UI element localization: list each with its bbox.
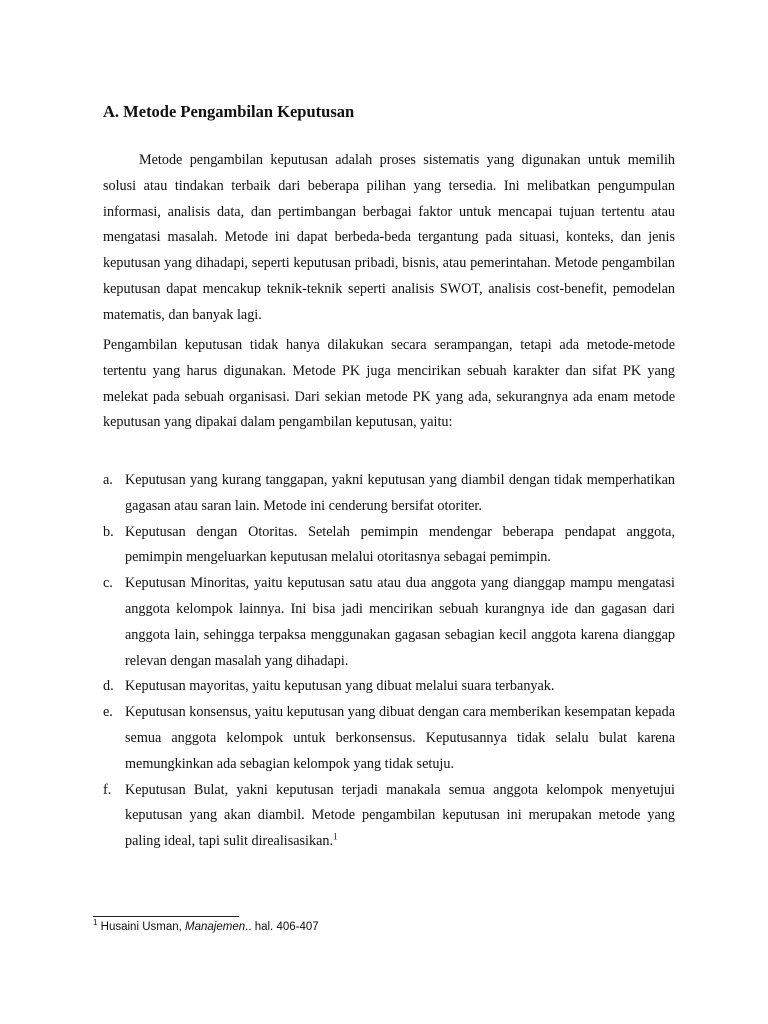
list-marker: a. [103,472,113,488]
list-item-text: Keputusan Minoritas, yaitu keputusan satu atau dua anggota yang dianggap mampu mengatasi anggota kelompok lainnya. Ini bisa jadi mencirikan sebuah kurangnya ide dan gagasan dari anggota lain, sehingga terpaksa menggunakan gagasan sebagian kecil anggota karena dianggap relevan dengan masalah yang dihadapi. [125,575,675,669]
list-item-text: Keputusan konsensus, yaitu keputusan yang dibuat dengan cara memberikan kesempatan kepada semua anggota kelompok untuk berkonsensus. Keputusannya tidak selalu bulat karena memungkinkan ada sebagian kelompok yang tidak setuju. [125,704,675,772]
list-item-text: Keputusan mayoritas, yaitu keputusan yang dibuat melalui suara terbanyak. [125,678,555,695]
list-item-text: Keputusan dengan Otoritas. Setelah pemimpin mendengar beberapa pendapat anggota, pemimpin mengeluarkan keputusan melalui otoritasnya sebagai pemimpin. [125,523,675,566]
list-item-text: Keputusan Bulat, yakni keputusan terjadi manakala semua anggota kelompok menyetujui keputusan yang akan diambil. Metode pengambilan keputusan ini merupakan metode yang paling ideal, tapi sulit direalisasikan. [125,781,675,850]
paragraph-intro: Metode pengambilan keputusan adalah proses sistematis yang digunakan untuk memilih solusi atau tindakan terbaik dari beberapa pilihan yang tersedia. Ini melibatkan pengumpulan informasi, analisis data, dan pertimbangan berbagai faktor untuk mencapai tujuan tertentu atau mengatasi masalah. Metode ini dapat berbeda-beda tergantung pada situasi, konteks, dan jenis keputusan yang dihadapi, seperti keputusan pribadi, bisnis, atau pemerintahan. Metode pengambilan keputusan dapat mencakup teknik-teknik seperti analisis SWOT, analisis cost-benefit, pemodelan matematis, dan banyak lagi. [103,152,675,323]
footnote-number: 1 [93,918,98,928]
list-item [103,674,675,700]
list-item [103,468,675,520]
list-item [103,700,675,777]
list-marker: d. [103,678,114,695]
list-item [103,778,675,855]
list-item [103,520,675,572]
method-list [103,468,675,855]
list-marker: b. [103,523,114,540]
list-item-text: Keputusan yang kurang tanggapan, yakni keputusan yang diambil dengan tidak memperhatikan gagasan atau saran lain. Metode ini cenderung bersifat otoriter. [125,472,675,514]
footnote [93,918,319,933]
footnote-author: Husaini Usman, [100,921,186,933]
list-marker: c. [103,575,113,592]
list-marker: e. [103,704,113,721]
footnote-title: Manajemen [185,921,246,933]
footnote-reference[interactable]: 1 [333,831,338,842]
footnote-pages: .. hal. 406-407 [245,921,319,933]
list-marker: f. [103,781,112,798]
list-item [103,571,675,674]
paragraph-methods: Pengambilan keputusan tidak hanya dilakukan secara serampangan, tetapi ada metode-metode tertentu yang harus digunakan. Metode PK juga mencirikan sebuah karakter dan sifat PK yang melekat pada sebuah organisasi. Dari sekian metode PK yang ada, sekurangnya ada enam metode keputusan yang dipakai dalam pengambilan keputusan, yaitu: [103,337,675,431]
section-heading: A. Metode Pengambilan Keputusan [103,102,355,121]
footnote-divider [93,916,239,917]
